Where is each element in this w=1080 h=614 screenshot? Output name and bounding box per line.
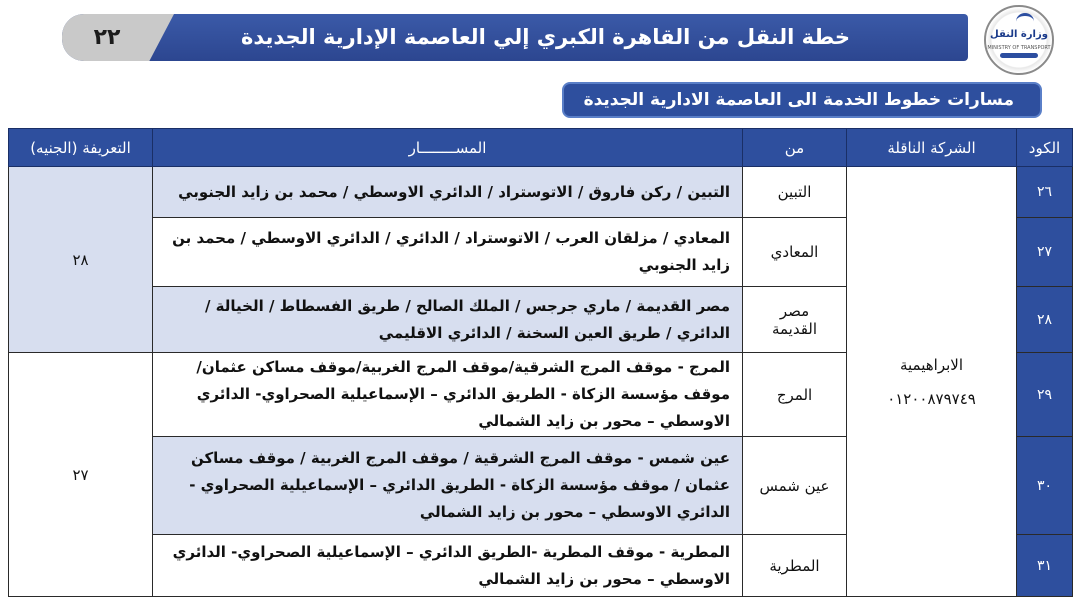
- route-code: ٢٧: [1017, 218, 1073, 287]
- route-path: المعادي / مزلقان العرب / الاتوستراد / الدائري / الدائري الاوسطي / محمد بن زايد الجنوبي: [153, 218, 743, 287]
- route-from: عين شمس: [743, 437, 847, 535]
- route-from: مصر القديمة: [743, 287, 847, 353]
- route-code: ٢٦: [1017, 167, 1073, 218]
- logo-wave-icon: [1000, 53, 1038, 58]
- route-from: المطرية: [743, 535, 847, 597]
- logo-arc-icon: [1016, 13, 1034, 30]
- route-path: مصر القديمة / ماري جرجس / الملك الصالح / طريق الفسطاط / الخيالة / الدائري / طريق العين السخنة / الدائري الاقليمي: [153, 287, 743, 353]
- route-code: ٣١: [1017, 535, 1073, 597]
- route-path: المرج - موقف المرج الشرقية/موقف المرج الغربية/موقف مساكن عثمان/موقف مؤسسة الزكاة - الطريق الدائري – الإسماعيلية الصحراوي- الدائري الاوسطي – محور بن زايد الشمالي: [153, 353, 743, 437]
- route-from: المرج: [743, 353, 847, 437]
- route-path: المطرية - موقف المطرية -الطريق الدائري – الإسماعيلية الصحراوي- الدائري الاوسطي – محور بن زايد الشمالي: [153, 535, 743, 597]
- page-number: ٢٢: [93, 25, 121, 50]
- logo-text: وزارة النقل: [990, 29, 1048, 40]
- header-code: الكود: [1017, 129, 1073, 167]
- fare-cell: ٢٨: [9, 167, 153, 353]
- route-code: ٣٠: [1017, 437, 1073, 535]
- header-route: المســــــــار: [153, 129, 743, 167]
- header-fare: التعريفة (الجنيه): [9, 129, 153, 167]
- ministry-logo: [984, 5, 1054, 75]
- section-subtitle: مسارات خطوط الخدمة الى العاصمة الادارية الجديدة: [562, 82, 1042, 118]
- table-header-row: [9, 129, 1073, 167]
- route-from: التبين: [743, 167, 847, 218]
- table-row: [9, 167, 1073, 218]
- logo-subtext: MINISTRY OF TRANSPORT: [987, 45, 1051, 51]
- route-code: ٢٨: [1017, 287, 1073, 353]
- header-company: الشركة الناقلة: [847, 129, 1017, 167]
- route-path: التبين / ركن فاروق / الاتوستراد / الدائري الاوسطي / محمد بن زايد الجنوبي: [153, 167, 743, 218]
- route-code: ٢٩: [1017, 353, 1073, 437]
- routes-table: [8, 128, 1073, 597]
- route-path: عين شمس - موقف المرج الشرقية / موقف المرج الغربية / موقف مساكن عثمان / موقف مؤسسة الزكاة - الطريق الدائري – الإسماعيلية الصحراوي - الدائري الاوسطي – محور بن زايد الشمالي: [153, 437, 743, 535]
- company-phone: ٠١٢٠٠٨٧٩٧٤٩: [887, 389, 976, 408]
- company-name: الابراهيمية: [899, 355, 964, 374]
- company-cell: [847, 167, 1017, 597]
- header-from: من: [743, 129, 847, 167]
- page-title: خطة النقل من القاهرة الكبري إلي العاصمة الإدارية الجديدة: [240, 25, 850, 49]
- route-from: المعادي: [743, 218, 847, 287]
- fare-cell: ٢٧: [9, 353, 153, 597]
